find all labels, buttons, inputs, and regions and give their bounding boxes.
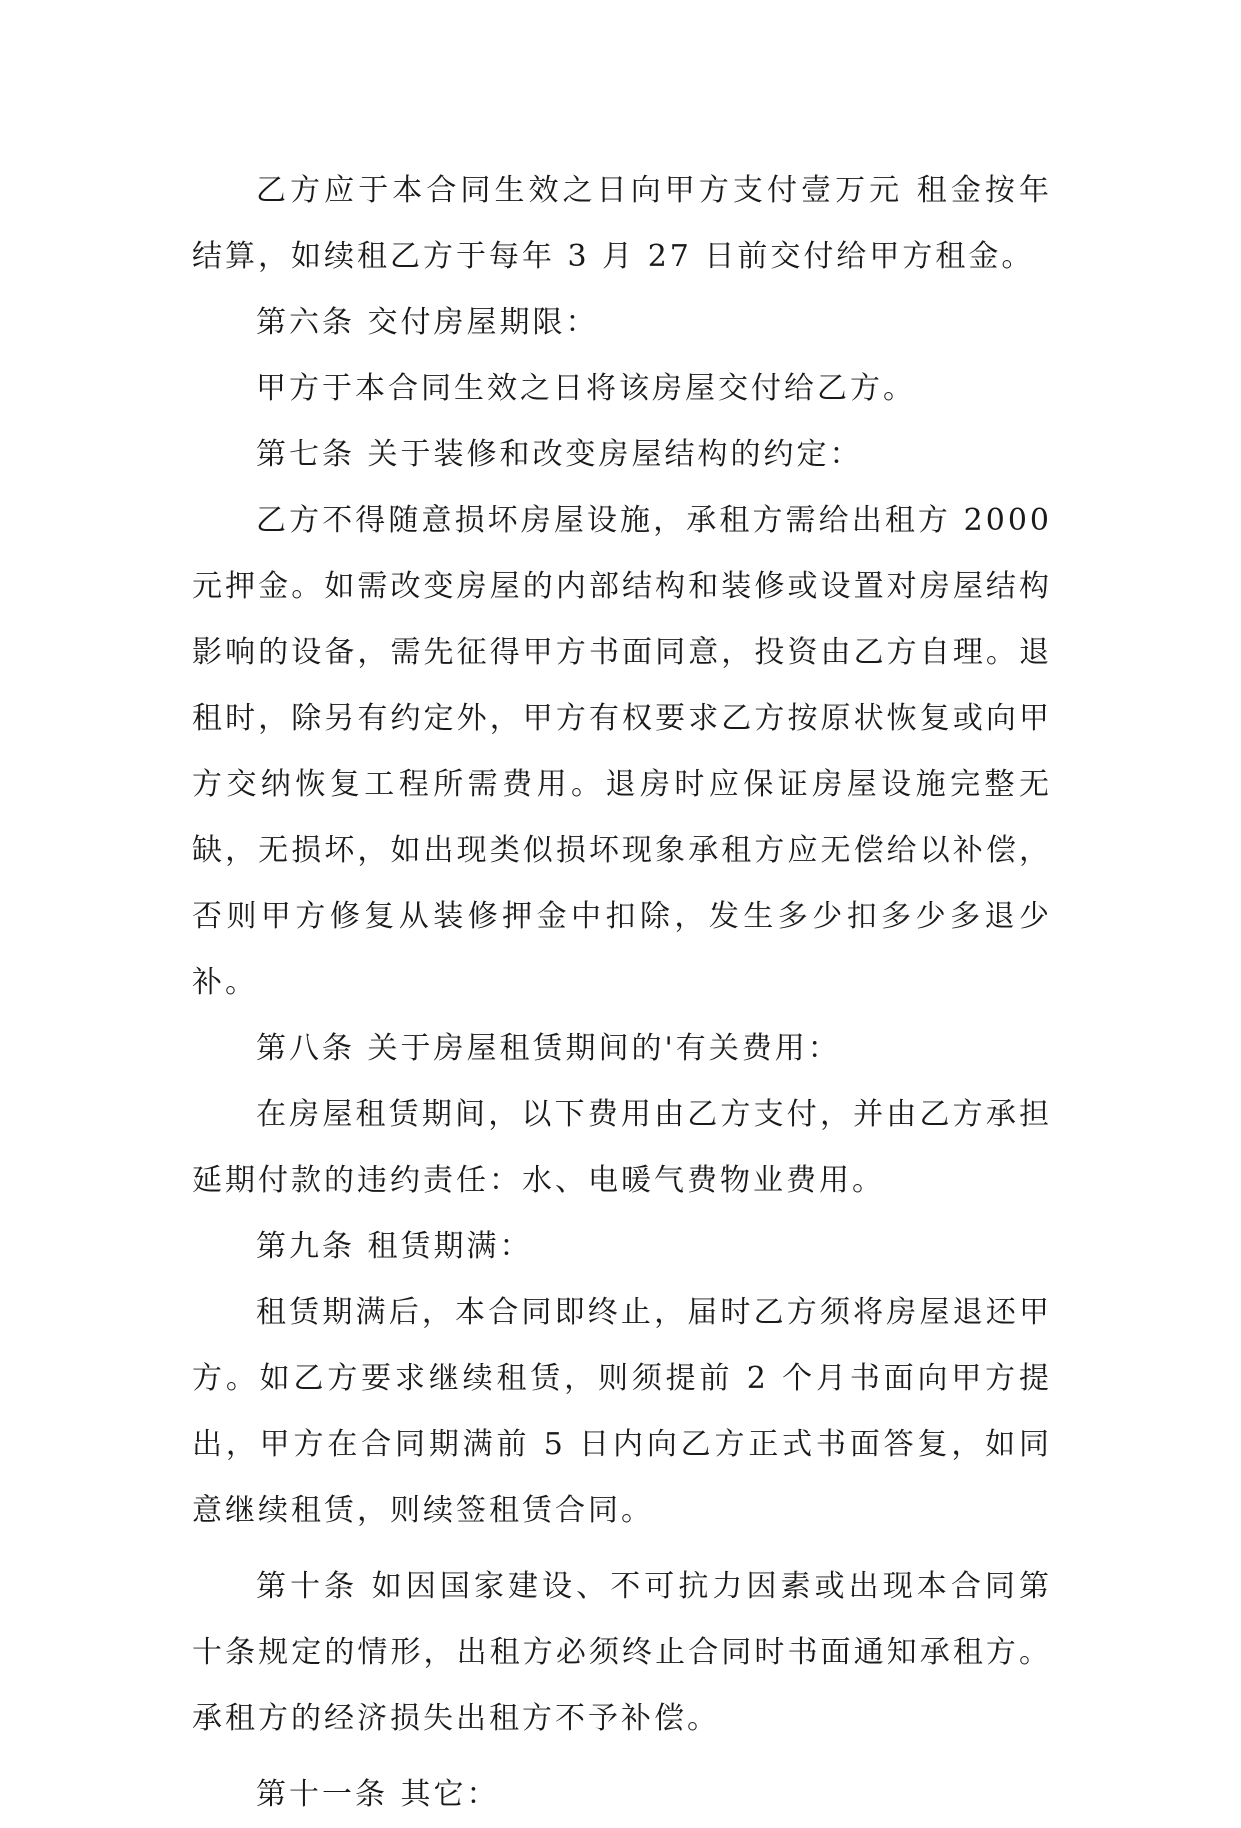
paragraph-rent-payment: 乙方应于本合同生效之日向甲方支付壹万元 租金按年结算，如续租乙方于每年 3 月 27 日前交付给甲方租金。 (192, 173, 1052, 274)
paragraph-article-7: 乙方不得随意损坏房屋设施，承租方需给出租方 2000 元押金。如需改变房屋的内部结构和装修或设置对房屋结构影响的设备，需先征得甲方书面同意，投资由乙方自理。退租时，除另有约定外，甲方有权要求乙方按原状恢复或向甲方交纳恢复工程所需费用。退房时应保证房屋设施完整无缺，无损坏，如出现类似损坏现象承租方应无偿给以补偿，否则甲方修复从装修押金中扣除，发生多少扣多少多退少补。 (192, 503, 1052, 1000)
article-9-heading: 第九条 租赁期满： (256, 1229, 533, 1264)
contract-page (192, 158, 1052, 1828)
paragraph-article-9: 租赁期满后，本合同即终止，届时乙方须将房屋退还甲方。如乙方要求继续租赁，则须提前 2 个月书面向甲方提出，甲方在合同期满前 5 日内向乙方正式书面答复，如同意继续租赁，则续签租赁合同。 (192, 1295, 1052, 1528)
article-8-heading: 第八条 关于房屋租赁期间的'有关费用： (256, 1031, 841, 1066)
article-7-heading: 第七条 关于装修和改变房屋结构的约定： (256, 437, 863, 472)
paragraph-article-6: 甲方于本合同生效之日将该房屋交付给乙方。 (256, 371, 916, 406)
paragraph-article-10: 第十条 如因国家建设、不可抗力因素或出现本合同第十条规定的情形，出租方必须终止合同时书面通知承租方。承租方的经济损失出租方不予补偿。 (192, 1569, 1052, 1736)
article-6-heading: 第六条 交付房屋期限： (256, 305, 599, 340)
paragraph-article-8: 在房屋租赁期间，以下费用由乙方支付，并由乙方承担延期付款的违约责任：水、电暖气费物业费用。 (192, 1097, 1052, 1198)
article-11-heading: 第十一条 其它： (256, 1777, 500, 1812)
